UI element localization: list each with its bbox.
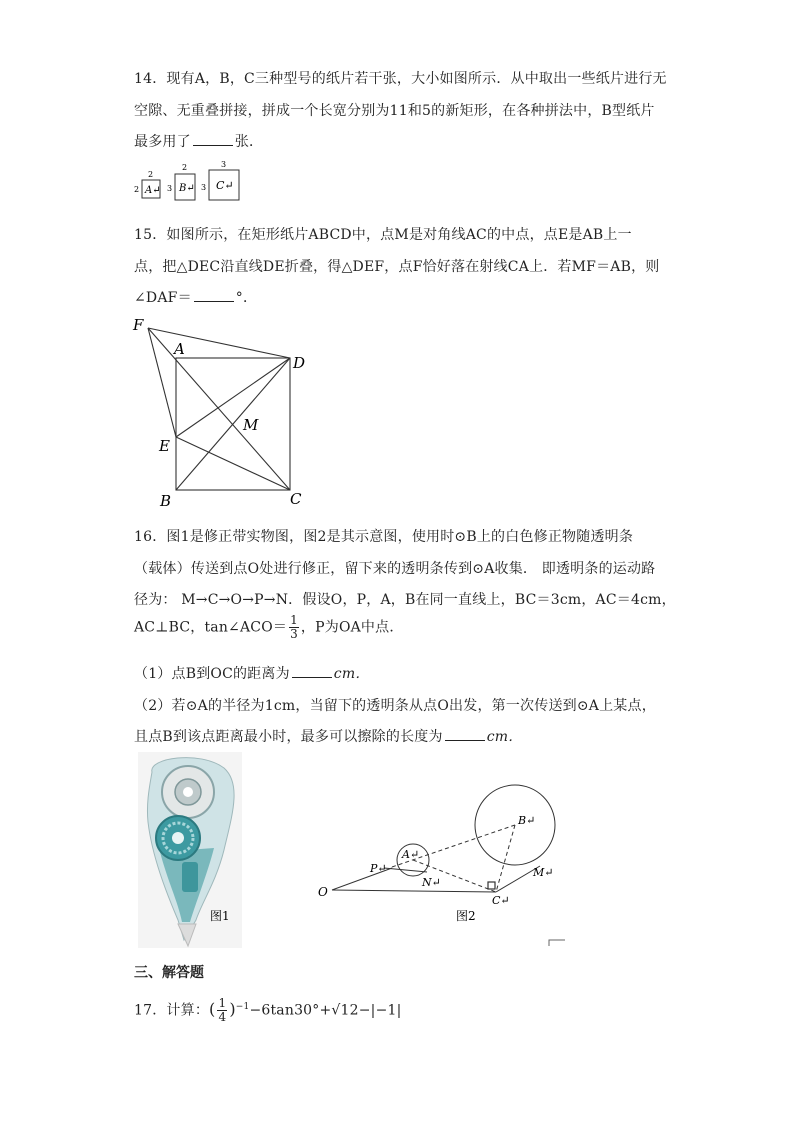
q16-sub1-blank — [292, 665, 332, 678]
tan-fraction-denominator: 3 — [290, 627, 298, 641]
q14-paper-figure — [130, 160, 250, 206]
q16-sub2-unit: cm． — [486, 729, 523, 745]
q16-line-4-text: AC⊥BC，tan∠ACO＝ — [134, 619, 288, 636]
section-3-heading: 三、解答题 — [134, 965, 204, 981]
label-m2: M↵ — [533, 866, 554, 879]
q15-line-3 — [134, 287, 257, 307]
q16-line-3: 径为： M→C→O→P→N．假设O，P，A，B在同一直线上，BC＝3cm，AC＝4cm， — [134, 592, 676, 608]
q16-sub2-line-2 — [134, 726, 522, 746]
correction-tape-photo — [138, 752, 242, 948]
paper-b-top: 2 — [182, 163, 188, 172]
q17-fraction-numerator: 1 — [218, 996, 227, 1011]
segment-oc — [332, 890, 496, 892]
q16-sub2-line-1: （2）若⊙A的半径为1cm，当留下的透明条从点O出发，第一次传送到⊙A上某点， — [134, 698, 656, 714]
label-n: N↵ — [422, 876, 441, 889]
q17-fraction — [217, 997, 227, 1024]
q15-rectangle-figure — [128, 312, 318, 512]
q16-line-4-end: ，P为OA中点． — [300, 619, 404, 636]
tan-fraction-numerator: 1 — [290, 613, 298, 627]
label-b2: B↵ — [518, 814, 536, 827]
tan-fraction — [289, 614, 299, 641]
paper-a-label: A↵ — [145, 185, 161, 196]
label-c: C — [290, 490, 302, 508]
fig2-caption: 图2 — [456, 909, 476, 923]
label-b: B — [160, 492, 172, 510]
q14-line-3-end: 张． — [234, 134, 264, 150]
q14-line-3-text: 最多用了 — [134, 134, 191, 150]
label-f: F — [133, 316, 144, 334]
q16-line-1: 16．图1是修正带实物图，图2是其示意图，使用时⊙B上的白色修正物随透明条 — [134, 529, 634, 545]
q15-line-1: 15．如图所示，在矩形纸片ABCD中，点M是对角线AC的中点，点E是AB上一 — [134, 227, 632, 243]
fig1-caption: 图1 — [210, 909, 230, 923]
corner-mark — [549, 940, 565, 946]
paper-c-label: C↵ — [216, 179, 234, 192]
q17-fraction-denominator: 4 — [218, 1010, 227, 1025]
q17-line: 17．计算：( $\frac{1}{4}$ )$^{-1}$−6tan30°+√12−|−1| — [134, 996, 402, 1025]
segment-ec — [176, 437, 290, 490]
q16-line-2: （载体）传送到点O处进行修正，留下来的透明条传到⊙A收集． 即透明条的运动路 — [134, 561, 656, 577]
q17-rest: −6tan30°+√12−|−1| — [249, 1002, 402, 1019]
label-c2: C↵ — [492, 894, 510, 907]
q16-sub2-text: 且点B到该点距离最小时，最多可以擦除的长度为 — [134, 729, 443, 745]
q17-label: 17．计算： — [134, 1002, 210, 1019]
label-o: O — [318, 885, 328, 899]
q16-sub1-unit: cm． — [333, 666, 370, 682]
label-d: D — [293, 354, 306, 372]
tangent-pn — [384, 868, 427, 872]
q15-line-3-text: ∠DAF＝ — [134, 290, 192, 306]
segment-fd — [148, 328, 290, 358]
paper-c-left: 3 — [201, 183, 207, 192]
q14-line-3 — [134, 131, 263, 151]
paper-a-left: 2 — [134, 185, 140, 194]
q14-answer-blank — [193, 133, 233, 146]
correction-tape-schematic — [310, 770, 580, 950]
q14-line-1: 14．现有A，B，C三种型号的纸片若干张，大小如图所示．从中取出一些纸片进行无 — [134, 71, 667, 87]
paper-c-top: 3 — [221, 160, 227, 169]
paper-a-top: 2 — [148, 170, 154, 179]
right-angle-mark — [488, 882, 495, 889]
label-e: E — [159, 437, 170, 455]
q16-sub1 — [134, 663, 370, 683]
paper-b-label: B↵ — [179, 183, 195, 194]
paper-b-left: 3 — [167, 184, 173, 193]
label-a2: A↵ — [402, 848, 420, 861]
q15-answer-blank — [194, 289, 234, 302]
q14-line-2: 空隙、无重叠拼接，拼成一个长宽分别为11和5的新矩形，在各种拼法中，B型纸片 — [134, 103, 655, 119]
q16-line-4 — [134, 614, 404, 641]
q16-sub1-text: （1）点B到OC的距离为 — [134, 666, 290, 682]
q15-line-2: 点，把△DEC沿直线DE折叠，得△DEF，点F恰好落在射线CA上．若MF＝AB，则 — [134, 259, 660, 275]
label-m: M — [243, 416, 259, 434]
q15-line-3-end: °． — [235, 290, 258, 306]
label-a: A — [174, 340, 185, 358]
label-p: P↵ — [370, 862, 387, 875]
q16-sub2-blank — [445, 728, 485, 741]
